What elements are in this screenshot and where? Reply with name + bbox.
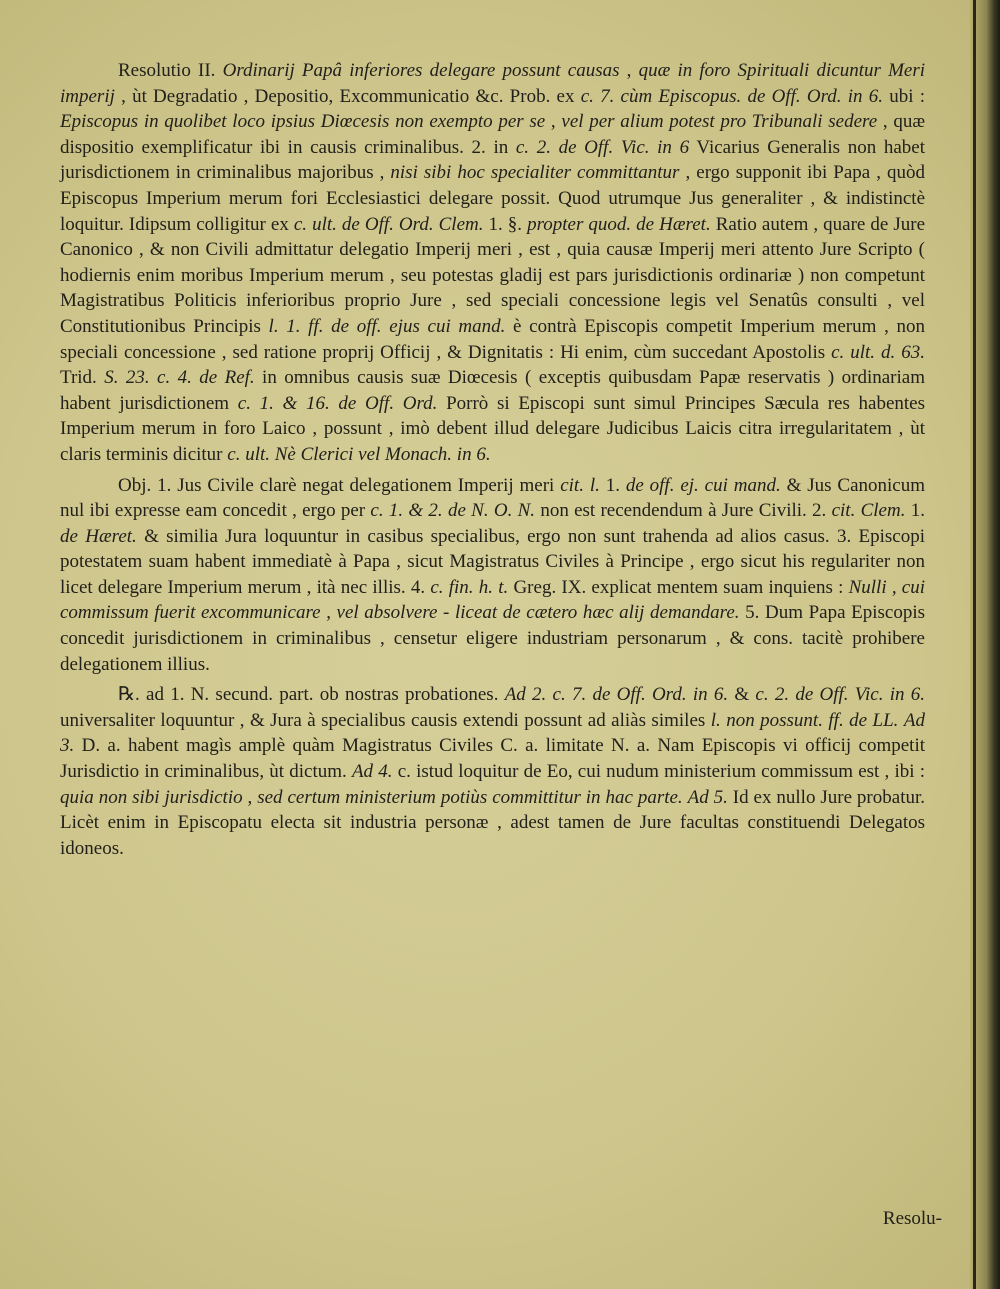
text-run: 1. — [599, 474, 626, 496]
text-run: c. ult. de Off. Ord. Clem. — [293, 213, 484, 235]
text-run: Id ex nullo Jure probatur. Licèt enim in Episcopatu electa sit industria personæ , adest tamen de Jure facultas constituendi Delegatos idoneos. — [60, 786, 925, 859]
text-run: nisi sibi hoc specialiter committantur — [390, 162, 680, 184]
text-run: ubi : — [883, 85, 925, 107]
text-run: de Hæret. — [60, 525, 137, 547]
text-run: Ad 3. — [60, 709, 925, 757]
text-run: cit. Clem. — [831, 500, 906, 522]
text-run: quia non sibi jurisdictio — [60, 786, 243, 808]
text-run: Ad 5. — [687, 786, 728, 808]
text-run: c. 1. & 16. de Off. Ord. — [237, 392, 438, 414]
text-run: , — [619, 60, 639, 81]
text-run: non est recendendum à Jure Civili. 2. — [535, 500, 832, 522]
resolutio-paragraph — [60, 58, 925, 468]
text-run: S. 23. c. 4. de Ref. — [104, 367, 255, 389]
text-run: l. non possunt. ff. de LL. — [710, 709, 899, 731]
text-run: , — [545, 111, 562, 133]
text-run: quæ in foro Spirituali dicuntur Meri imperij — [60, 60, 926, 107]
text-run: propter quod. de Hæret. — [527, 213, 711, 235]
text-run: Trid. — [60, 367, 105, 389]
text-run: , quæ dispositio exemplificatur ibi in causis criminalibus. 2. in — [60, 111, 925, 158]
text-run: Ratio autem , quare de Jure Canonico , & non Civili admittatur delegatio Imperij meri , est , quia causæ Imperij meri attento Jure Scripto ( hodiernis enim moribus Imperium merum , seu potestas gladij est pars jurisdictionis ordinariæ ) non competunt Magistratibus Politicis inferioribus proprio Jure , sed speciali concessione legis vel Senatûs consulti , vel Constitutionibus Principis — [60, 213, 926, 337]
catchword: Resolu- — [882, 1208, 942, 1229]
text-run: de off. ej. cui mand. — [625, 474, 781, 496]
text-run: Ordinarij Papâ inferiores delegare possunt causas — [222, 60, 620, 81]
text-run: & — [728, 684, 756, 706]
text-run: c. 7. cùm Episcopus. de Off. Ord. in 6. — [580, 85, 883, 107]
text-run: in omnibus causis suæ Diœcesis ( exceptis quibusdam Papæ reservatis ) ordinariam habent jurisdictionem — [60, 367, 925, 414]
text-run: sed certum ministerium potiùs committitur in hac parte. — [257, 786, 683, 808]
text-run: Vicarius Generalis non habet jurisdictionem in criminalibus majoribus , — [60, 136, 925, 184]
text-run: vel per alium potest pro Tribunali sedere — [561, 111, 878, 133]
text-run: c. ult. d. 63. — [831, 341, 925, 363]
text-run: 1. §. — [483, 213, 528, 235]
text-run: Porrò si Episcopi sunt simul Principes Sæcula res habentes Imperium merum in foro Laico , possunt , imò debent illud delegare Judicibus Laicis citra irregularitatem , ùt claris terminis dicitur — [60, 392, 925, 465]
text-run: c. fin. h. t. — [430, 576, 509, 598]
text-run: Obj. 1. Jus Civile clarè negat delegationem Imperij meri — [118, 474, 561, 496]
text-run: , ergo supponit ibi Papa , quòd Episcopus Imperium merum fori Ecclesiastici delegare possit. Quod utrumque Jus generaliter , & indistinctè loquitur. Idipsum colligitur ex — [60, 162, 926, 235]
text-run: c. istud loquitur de Eo, cui nudum ministerium commissum est , ibi : — [392, 761, 925, 783]
text-run: & similia Jura loquuntur in casibus specialibus, ergo non sunt trahenda ad alios casus. 3. Episcopi potestatem suam habent immediatè à Papa , sicut Magistratus Civiles à Principe , ergo sicut his regulariter non licet delegare Imperium merum , ità nec illis. 4. — [60, 525, 925, 598]
text-run: , — [320, 602, 337, 624]
text-run: vel absolvere - liceat de cætero hæc alij demandare. — [336, 602, 740, 624]
binding-edge — [973, 0, 976, 1289]
text-run: c. ult. Nè Clerici vel Monach. in 6. — [227, 443, 491, 465]
text-run: Ad 2. c. 7. de Off. Ord. in 6. — [504, 684, 729, 706]
text-run: Episcopus in quolibet loco ipsius Diœcesis non exempto per se — [60, 111, 546, 133]
text-run: , — [242, 786, 258, 808]
text-run: & Jus Canonicum nul ibi expresse eam concedit , ergo per — [60, 474, 925, 522]
text-run: 5. Dum Papa Episcopis concedit jurisdictionem in criminalibus , censetur eligere industriam personarum , & cons. tacitè prohibere delegationem illius. — [60, 602, 926, 675]
text-run: , ùt Degradatio , Depositio, Excommunicatio &c. Prob. ex — [114, 85, 581, 107]
text-run: 1. — [905, 500, 925, 522]
body-text — [60, 58, 925, 861]
text-run: c. 2. de Off. Vic. in 6 — [515, 136, 690, 158]
text-run: Greg. IX. explicat mentem suam inquiens : — [508, 576, 849, 598]
objectio-paragraph — [60, 473, 925, 678]
text-run: Ad 4. — [351, 761, 393, 783]
responsio-paragraph — [60, 682, 925, 861]
text-run: D. a. habent magìs amplè quàm Magistratus Civiles C. a. limitate N. a. Nam Episcopis vi officij competit Jurisdictio in criminalibus, ùt dictum. — [60, 735, 925, 783]
text-run: Nulli , cui commissum fuerit excommunicare — [60, 576, 925, 624]
text-run: cit. l. — [560, 474, 600, 496]
text-run: l. 1. ff. de off. ejus cui mand. — [268, 315, 506, 337]
text-run: c. 1. & 2. de N. O. N. — [370, 500, 536, 522]
text-run: è contrà Episcopis competit Imperium merum , non speciali concessione , sed ratione proprij Officij , & Dignitatis : Hi enim, cùm succedant Apostolis — [60, 315, 926, 363]
text-run: universaliter loquuntur , & Jura à specialibus causis extendi possunt ad aliàs similes — [60, 709, 711, 731]
text-run: c. 2. de Off. Vic. in 6. — [755, 684, 925, 706]
text-run: Resolutio II. — [118, 60, 223, 81]
text-run: ℞. ad 1. N. secund. part. ob nostras probationes. — [118, 684, 505, 706]
